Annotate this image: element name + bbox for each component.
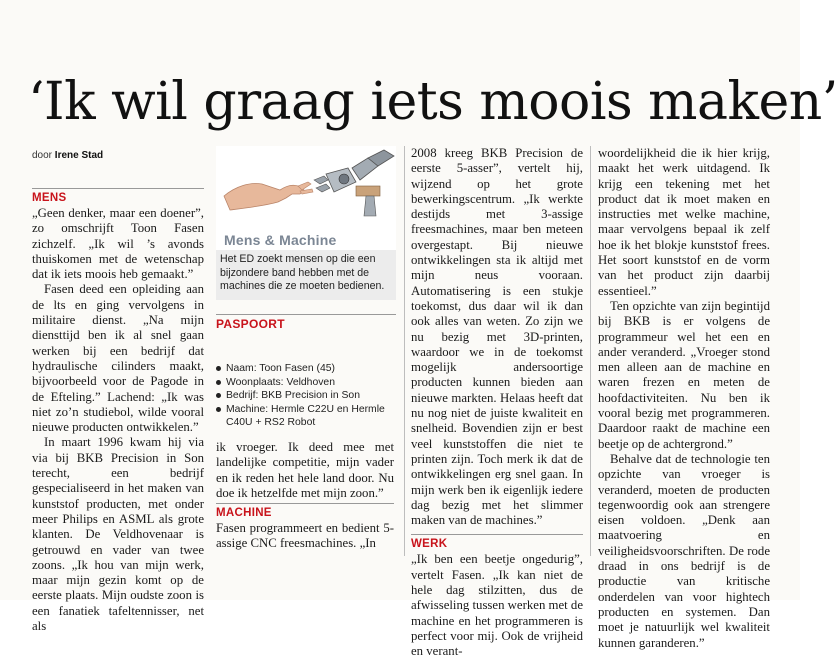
- paragraph: Ten opzichte van zijn begintijd bij BKB is er volgens de programmeur wel het een en ander veranderd. „Vroeger stond men alleen aan de machine en waren frezen en meten de hoofdactiviteiten. Nu ben ik vooral bezig met programmeren. Daardoor raakt de machine een beetje op de achtergrond.”: [598, 298, 770, 451]
- paspoort-item: Naam: Toon Fasen (45): [216, 362, 396, 376]
- section-kicker-mens: MENS: [32, 188, 204, 206]
- section-kicker-paspoort: PASPOORT: [216, 314, 396, 332]
- mens-machine-tag: Mens & Machine: [224, 232, 337, 248]
- column-1: [32, 188, 204, 634]
- robot-arm-hand-illustration: [216, 146, 396, 238]
- paragraph: Fasen programmeert en bedient 5-assige CNC freesmachines. „In: [216, 521, 394, 551]
- column-3: [411, 146, 584, 659]
- paragraph: Fasen deed een opleiding aan de lts en ging vervolgens in militaire dienst. „Na mijn diensttijd ben ik al snel gaan werken bij een bedrijf dat hydraulische cilinders maakt, bijvoorbeeld voor de Pagode in de Efteling.” Lachend: „Ik was niet zo’n studiebol, wilde vooral nieuwe producten ontwikkelen.”: [32, 282, 204, 435]
- article-headline: ‘Ik wil graag iets moois maken’: [28, 72, 838, 132]
- paragraph: „Ik ben een beetje ongedurig”, vertelt Fasen. „Ik kan niet de hele dag stilzitten, dus de afwisseling tussen werken met de machine en het programmeren is perfect voor mij. Ook de vrijheid en verant-: [411, 552, 584, 659]
- paspoort-list: [216, 362, 396, 430]
- column-divider: [404, 146, 405, 556]
- column-divider: [590, 146, 591, 556]
- section-kicker-werk: WERK: [411, 534, 583, 552]
- paspoort-item: Bedrijf: BKB Precision in Son: [216, 389, 396, 403]
- paragraph: woordelijkheid die ik hier krijg, maakt het werk uitdagend. Ik krijg een tekening met het product dat ik moet maken en instructies met welke machine, maar vervolgens bepaal ik zelf hoe ik het blokje kunststof frees. Het soort kunststof en de vorm van het product zijn daarbij essentieel.”: [598, 146, 770, 298]
- paragraph: ik vroeger. Ik deed mee met landelijke competitie, mijn vader en ik reden het hele land door. Nu doe ik hetzelfde met mijn zoon.”: [216, 440, 394, 500]
- paspoort-box: [216, 314, 396, 436]
- byline: [32, 150, 103, 161]
- column-2: [216, 440, 394, 560]
- byline-author: Irene Stad: [54, 150, 104, 161]
- paspoort-item: Woonplaats: Veldhoven: [216, 376, 396, 390]
- paragraph: Behalve dat de technologie ten opzichte van vroeger is veranderd, moeten de producten tegenwoordig ook aan strengere eisen voldoen. „Denk aan maatvoering en veiligheidsvoorschriften. De rode draad in ons bedrijf is de productie van kritische onderdelen van voor hightech producten en systemen. Dan moet je natuurlijk wel kwaliteit kunnen garanderen.”: [598, 451, 770, 650]
- byline-prefix: door: [32, 150, 53, 161]
- paspoort-item: Machine: Hermle C22U en Hermle C40U + RS2 Robot: [216, 403, 396, 430]
- column-4: [598, 146, 770, 650]
- paragraph: 2008 kreeg BKB Precision de eerste 5-asser”, vertelt hij, wijzend op het grote bewerkingscentrum. „Ik werkte destijds met 3-assige freesmachines, maar ben meteen overgestapt. Bij nieuwe ontwikkelingen sta ik altijd met mijn neus vooraan. Automatisering is een stukje toekomst, dus daar wil ik dan ook alles van weten. Zo zijn we nu bezig met 3D-printen, waardoor we in de toekomst mogelijk andersoortige producten kunnen bieden aan nieuwe markten. Helaas heeft dat nu nog niet de juiste kwaliteit en snelheid. Bovendien zijn er best veel kunststoffen die niet te printen zijn. Toch merk ik dat de ontwikkelingen erg snel gaan. In mijn werk ben ik eigenlijk iedere dag bezig met het slimmer maken van de machines.”: [411, 146, 583, 528]
- mens-machine-box: [216, 146, 396, 298]
- paragraph: „Geen denker, maar een doener”, zo omschrijft Toon Fasen zichzelf. „Ik wil ’s avonds thuiskomen met de wetenschap dat ik iets moois heb gemaakt.”: [32, 206, 204, 282]
- mens-machine-caption: Het ED zoekt mensen op die een bijzondere band hebben met de machines die ze moeten bedienen.: [216, 250, 396, 300]
- paragraph: In maart 1996 kwam hij via via bij BKB Precision in Son terecht, een bedrijf gespecialiseerd in het maken van kunststof producten, met onder meer Philips en ASML als grote klanten. De Veldhovenaar is getrouwd en vader van twee zoons. „Ik hou van mijn werk, maar mijn gezin komt op de eerste plaats. Mijn oudste zoon is een fanatiek tafeltennisser, net als: [32, 435, 204, 634]
- section-kicker-machine: MACHINE: [216, 503, 394, 521]
